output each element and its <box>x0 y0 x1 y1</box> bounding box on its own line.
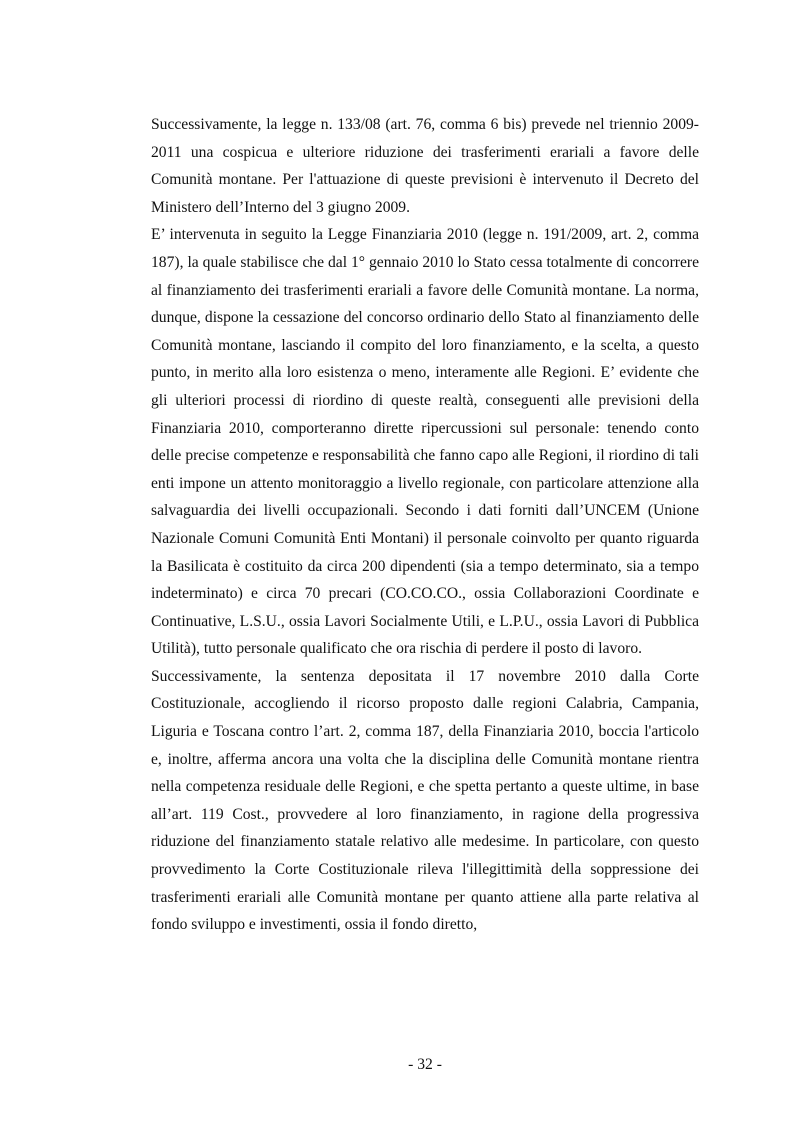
document-body <box>151 111 699 939</box>
paragraph-finanziaria-2010: E’ intervenuta in seguito la Legge Finanziaria 2010 (legge n. 191/2009, art. 2, comma 187), la quale stabilisce che dal 1° gennaio 2010 lo Stato cessa totalmente di concorrere al finanziamento dei trasferimenti erariali a favore delle Comunità montane. La norma, dunque, dispone la cessazione del concorso ordinario dello Stato al finanziamento delle Comunità montane, lasciando il compito del loro finanziamento, e la scelta, a questo punto, in merito alla loro esistenza o meno, interamente alle Regioni. E’ evidente che gli ulteriori processi di riordino di queste realtà, conseguenti alle previsioni della Finanziaria 2010, comporteranno dirette ripercussioni sul personale: tenendo conto delle precise competenze e responsabilità che fanno capo alle Regioni, il riordino di tali enti impone un attento monitoraggio a livello regionale, con particolare attenzione alla salvaguardia dei livelli occupazionali. Secondo i dati forniti dall’UNCEM (Unione Nazionale Comuni Comunità Enti Montani) il personale coinvolto per quanto riguarda la Basilicata è costituito da circa 200 dipendenti (sia a tempo determinato, sia a tempo indeterminato) e circa 70 precari (CO.CO.CO., ossia Collaborazioni Coordinate e Continuative, L.S.U., ossia Lavori Socialmente Utili, e L.P.U., ossia Lavori di Pubblica Utilità), tutto personale qualificato che ora rischia di perdere il posto di lavoro. <box>151 226 699 658</box>
page-number: - 32 - <box>408 1056 442 1073</box>
paragraph-sentenza-corte-costituzionale: Successivamente, la sentenza depositata il 17 novembre 2010 dalla Corte Costituzionale, accogliendo il ricorso proposto dalle regioni Calabria, Campania, Liguria e Toscana contro l’art. 2, comma 187, della Finanziaria 2010, boccia l'articolo e, inoltre, afferma ancora una volta che la disciplina delle Comunità montane rientra nella competenza residuale delle Regioni, e che spetta pertanto a queste ultime, in base all’art. 119 Cost., provvedere al loro finanziamento, in ragione della progressiva riduzione del finanziamento statale relativo alle medesime. In particolare, con questo provvedimento la Corte Costituzionale rileva l'illegittimità della soppressione dei trasferimenti erariali alle Comunità montane per quanto attiene alla parte relativa al fondo sviluppo e investimenti, ossia il fondo diretto, <box>151 667 699 934</box>
paragraph-legge-133-08: Successivamente, la legge n. 133/08 (art. 76, comma 6 bis) prevede nel triennio 2009-2011 una cospicua e ulteriore riduzione dei trasferimenti erariali a favore delle Comunità montane. Per l'attuazione di queste previsioni è intervenuto il Decreto del Ministero dell’Interno del 3 giugno 2009. <box>151 116 699 216</box>
